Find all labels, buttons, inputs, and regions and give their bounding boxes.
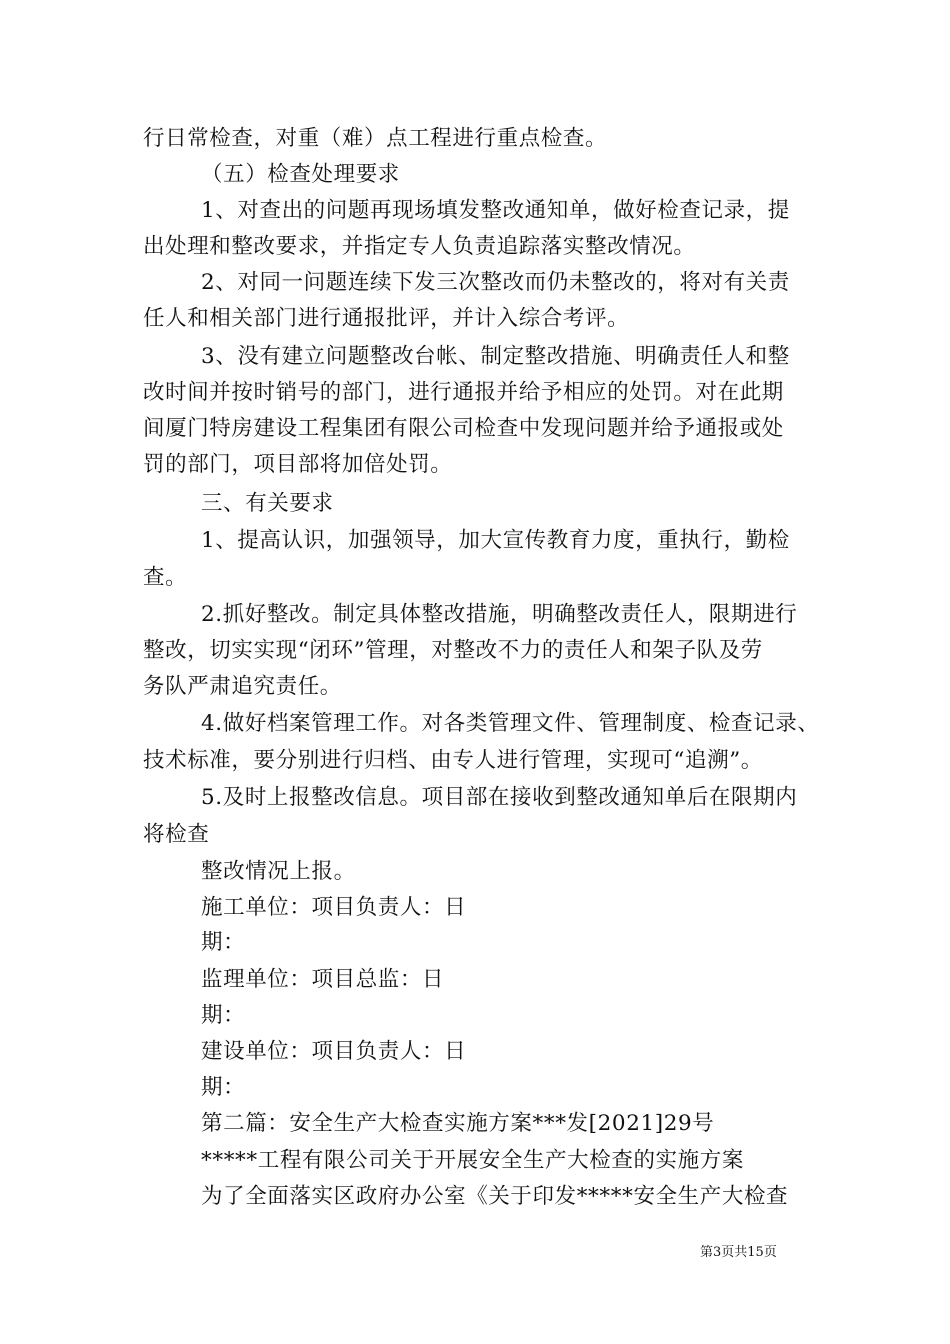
signature-line: 建设单位：项目负责人：日	[201, 1039, 467, 1064]
text-line: 罚的部门，项目部将加倍处罚。	[143, 452, 453, 477]
page-number: 第3页共15页	[700, 1245, 777, 1260]
text-line: 间厦门特房建设工程集团有限公司检查中发现问题并给予通报或处	[143, 416, 784, 441]
chapter-title: 第二篇：安全生产大检查实施方案***发[2021]29号	[201, 1111, 715, 1136]
text-line: 4.做好档案管理工作。对各类管理文件、管理制度、检查记录、	[201, 711, 820, 736]
text-line: 行日常检查，对重（难）点工程进行重点检查。	[143, 126, 608, 151]
text-line: 将检查	[143, 822, 210, 847]
text-line: 整改情况上报。	[201, 859, 356, 884]
text-line: 查。	[143, 565, 188, 590]
text-line: 2、对同一问题连续下发三次整改而仍未整改的，将对有关责	[201, 270, 790, 295]
text-line: 整改，切实实现“闭环”管理，对整改不力的责任人和架子队及劳	[143, 638, 763, 663]
text-line: 3、没有建立问题整改台帐、制定整改措施、明确责任人和整	[201, 344, 790, 369]
signature-line: 监理单位：项目总监：日	[201, 967, 445, 992]
signature-line: 施工单位：项目负责人：日	[201, 895, 467, 920]
date-label: 期：	[201, 1003, 246, 1028]
text-line: 5.及时上报整改信息。项目部在接收到整改通知单后在限期内	[201, 785, 798, 810]
text-line: 出处理和整改要求，并指定专人负责追踪落实整改情况。	[143, 234, 696, 259]
text-line: 务队严肃追究责任。	[143, 674, 342, 699]
text-line: 1、对查出的问题再现场填发整改通知单，做好检查记录，提	[201, 198, 790, 223]
date-label: 期：	[201, 1075, 246, 1100]
text-line: 改时间并按时销号的部门，进行通报并给予相应的处罚。对在此期	[143, 380, 784, 405]
document-title: *****工程有限公司关于开展安全生产大检查的实施方案	[201, 1148, 744, 1173]
text-line: 1、提高认识，加强领导，加大宣传教育力度，重执行，勤检	[201, 528, 790, 553]
text-line: 任人和相关部门进行通报批评，并计入综合考评。	[143, 306, 630, 331]
text-line: 技术标准，要分别进行归档、由专人进行管理，实现可“追溯”。	[143, 748, 763, 773]
section-heading: （五）检查处理要求	[201, 162, 400, 187]
date-label: 期：	[201, 930, 246, 955]
text-line: 为了全面落实区政府办公室《关于印发*****安全生产大检查	[201, 1184, 789, 1209]
section-heading: 三、有关要求	[201, 491, 334, 516]
text-line: 2.抓好整改。制定具体整改措施，明确整改责任人，限期进行	[201, 602, 798, 627]
